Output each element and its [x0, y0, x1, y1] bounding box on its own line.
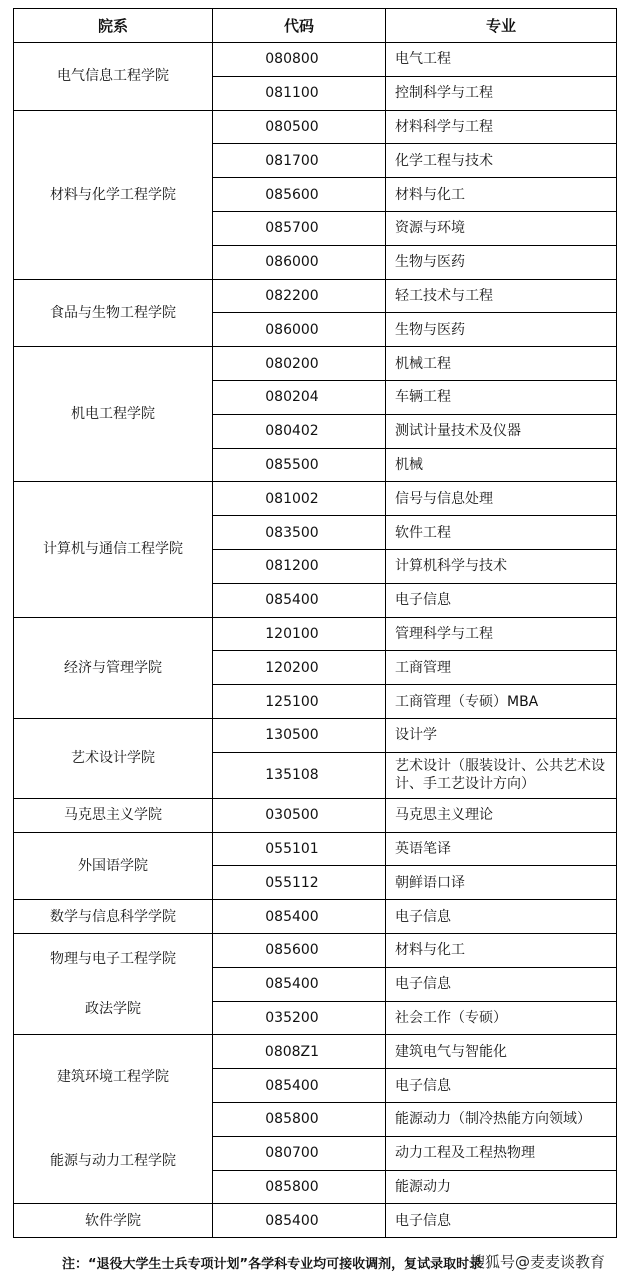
dept-name-secondary: 政法学院 [85, 1001, 141, 1018]
code-cell: 125100 [213, 685, 386, 719]
dept-cell [14, 347, 213, 482]
dept-name: 计算机与通信工程学院 [43, 541, 183, 558]
code-cell: 085400 [213, 1069, 386, 1103]
header-major: 专业 [386, 9, 617, 43]
major-cell: 轻工技术与工程 [386, 279, 617, 313]
dept-name: 食品与生物工程学院 [50, 304, 176, 321]
table-row [14, 832, 617, 866]
code-cell: 080800 [213, 43, 386, 77]
code-cell: 081200 [213, 549, 386, 583]
major-cell: 化学工程与技术 [386, 144, 617, 178]
code-cell: 085400 [213, 1204, 386, 1238]
code-cell: 081002 [213, 482, 386, 516]
code-cell: 085800 [213, 1170, 386, 1204]
table-row [14, 933, 617, 967]
table-row [14, 900, 617, 934]
major-cell: 软件工程 [386, 516, 617, 550]
header-dept: 院系 [14, 9, 213, 43]
major-cell: 测试计量技术及仪器 [386, 414, 617, 448]
code-cell: 085500 [213, 448, 386, 482]
code-cell: 035200 [213, 1001, 386, 1035]
code-cell: 055112 [213, 866, 386, 900]
major-cell: 工商管理（专硕）MBA [386, 685, 617, 719]
major-cell: 英语笔译 [386, 832, 617, 866]
table-row [14, 617, 617, 651]
code-cell: 085400 [213, 583, 386, 617]
header-code: 代码 [213, 9, 386, 43]
watermark: 搜狐号@麦麦谈教育 [470, 1253, 606, 1271]
major-cell: 信号与信息处理 [386, 482, 617, 516]
footnote: 注：“退役大学生士兵专项计划”各学科专业均可接收调剂，复试录取时录 [62, 1257, 483, 1272]
code-cell: 082200 [213, 279, 386, 313]
dept-name: 马克思主义学院 [64, 807, 162, 824]
dept-name: 经济与管理学院 [64, 659, 162, 676]
code-cell: 080500 [213, 110, 386, 144]
major-cell: 艺术设计（服装设计、公共艺术设计、手工艺设计方向） [386, 752, 617, 798]
major-cell: 电子信息 [386, 583, 617, 617]
code-cell: 080200 [213, 347, 386, 381]
major-cell: 管理科学与工程 [386, 617, 617, 651]
code-cell: 080204 [213, 380, 386, 414]
major-cell: 电子信息 [386, 900, 617, 934]
dept-cell [14, 1035, 213, 1204]
code-cell: 085400 [213, 967, 386, 1001]
major-cell: 计算机科学与技术 [386, 549, 617, 583]
dept-cell [14, 482, 213, 617]
major-cell: 工商管理 [386, 651, 617, 685]
dept-cell [14, 279, 213, 347]
code-cell: 130500 [213, 718, 386, 752]
major-cell: 能源动力 [386, 1170, 617, 1204]
dept-name: 电气信息工程学院 [57, 68, 169, 85]
dept-cell [14, 718, 213, 798]
code-cell: 120200 [213, 651, 386, 685]
major-cell: 电气工程 [386, 43, 617, 77]
table-row [14, 1035, 617, 1069]
dept-name: 机电工程学院 [71, 406, 155, 423]
dept-name: 物理与电子工程学院 [50, 951, 176, 968]
code-cell: 086000 [213, 313, 386, 347]
code-cell: 080402 [213, 414, 386, 448]
dept-name: 建筑环境工程学院 [57, 1069, 169, 1086]
major-cell: 资源与环境 [386, 211, 617, 245]
dept-cell [14, 110, 213, 279]
major-cell: 控制科学与工程 [386, 76, 617, 110]
table-body [14, 43, 617, 1238]
major-cell: 能源动力（制冷热能方向领域） [386, 1102, 617, 1136]
code-cell: 085700 [213, 211, 386, 245]
code-cell: 081100 [213, 76, 386, 110]
major-cell: 设计学 [386, 718, 617, 752]
major-cell: 材料与化工 [386, 933, 617, 967]
dept-cell [14, 832, 213, 900]
table-row [14, 347, 617, 381]
major-cell: 社会工作（专硕） [386, 1001, 617, 1035]
code-cell: 085800 [213, 1102, 386, 1136]
dept-name-secondary: 能源与动力工程学院 [50, 1153, 176, 1170]
table-row [14, 482, 617, 516]
major-cell: 动力工程及工程热物理 [386, 1136, 617, 1170]
major-cell: 电子信息 [386, 967, 617, 1001]
code-cell: 086000 [213, 245, 386, 279]
dept-name: 外国语学院 [78, 857, 148, 874]
major-cell: 机械 [386, 448, 617, 482]
major-cell: 车辆工程 [386, 380, 617, 414]
code-cell: 085600 [213, 933, 386, 967]
dept-cell [14, 933, 213, 1034]
code-cell: 0808Z1 [213, 1035, 386, 1069]
major-cell: 材料科学与工程 [386, 110, 617, 144]
table-row [14, 1204, 617, 1238]
table-row [14, 110, 617, 144]
dept-cell [14, 900, 213, 934]
code-cell: 085600 [213, 178, 386, 212]
major-cell: 朝鲜语口译 [386, 866, 617, 900]
code-cell: 081700 [213, 144, 386, 178]
code-cell: 085400 [213, 900, 386, 934]
code-cell: 135108 [213, 752, 386, 798]
table-row [14, 718, 617, 752]
major-cell: 材料与化工 [386, 178, 617, 212]
dept-cell [14, 1204, 213, 1238]
major-cell: 马克思主义理论 [386, 798, 617, 832]
dept-name: 艺术设计学院 [71, 750, 155, 767]
dept-cell [14, 617, 213, 718]
code-cell: 083500 [213, 516, 386, 550]
majors-table [13, 8, 617, 1238]
dept-name: 数学与信息科学学院 [50, 908, 176, 925]
code-cell: 030500 [213, 798, 386, 832]
dept-name: 软件学院 [85, 1212, 141, 1229]
code-cell: 120100 [213, 617, 386, 651]
major-cell: 电子信息 [386, 1069, 617, 1103]
table-row [14, 798, 617, 832]
major-cell: 生物与医药 [386, 313, 617, 347]
dept-cell [14, 43, 213, 111]
major-cell: 机械工程 [386, 347, 617, 381]
code-cell: 080700 [213, 1136, 386, 1170]
table-row [14, 279, 617, 313]
code-cell: 055101 [213, 832, 386, 866]
table-row [14, 43, 617, 77]
major-cell: 电子信息 [386, 1204, 617, 1238]
dept-name: 材料与化学工程学院 [50, 186, 176, 203]
major-cell: 建筑电气与智能化 [386, 1035, 617, 1069]
major-cell: 生物与医药 [386, 245, 617, 279]
dept-cell [14, 798, 213, 832]
